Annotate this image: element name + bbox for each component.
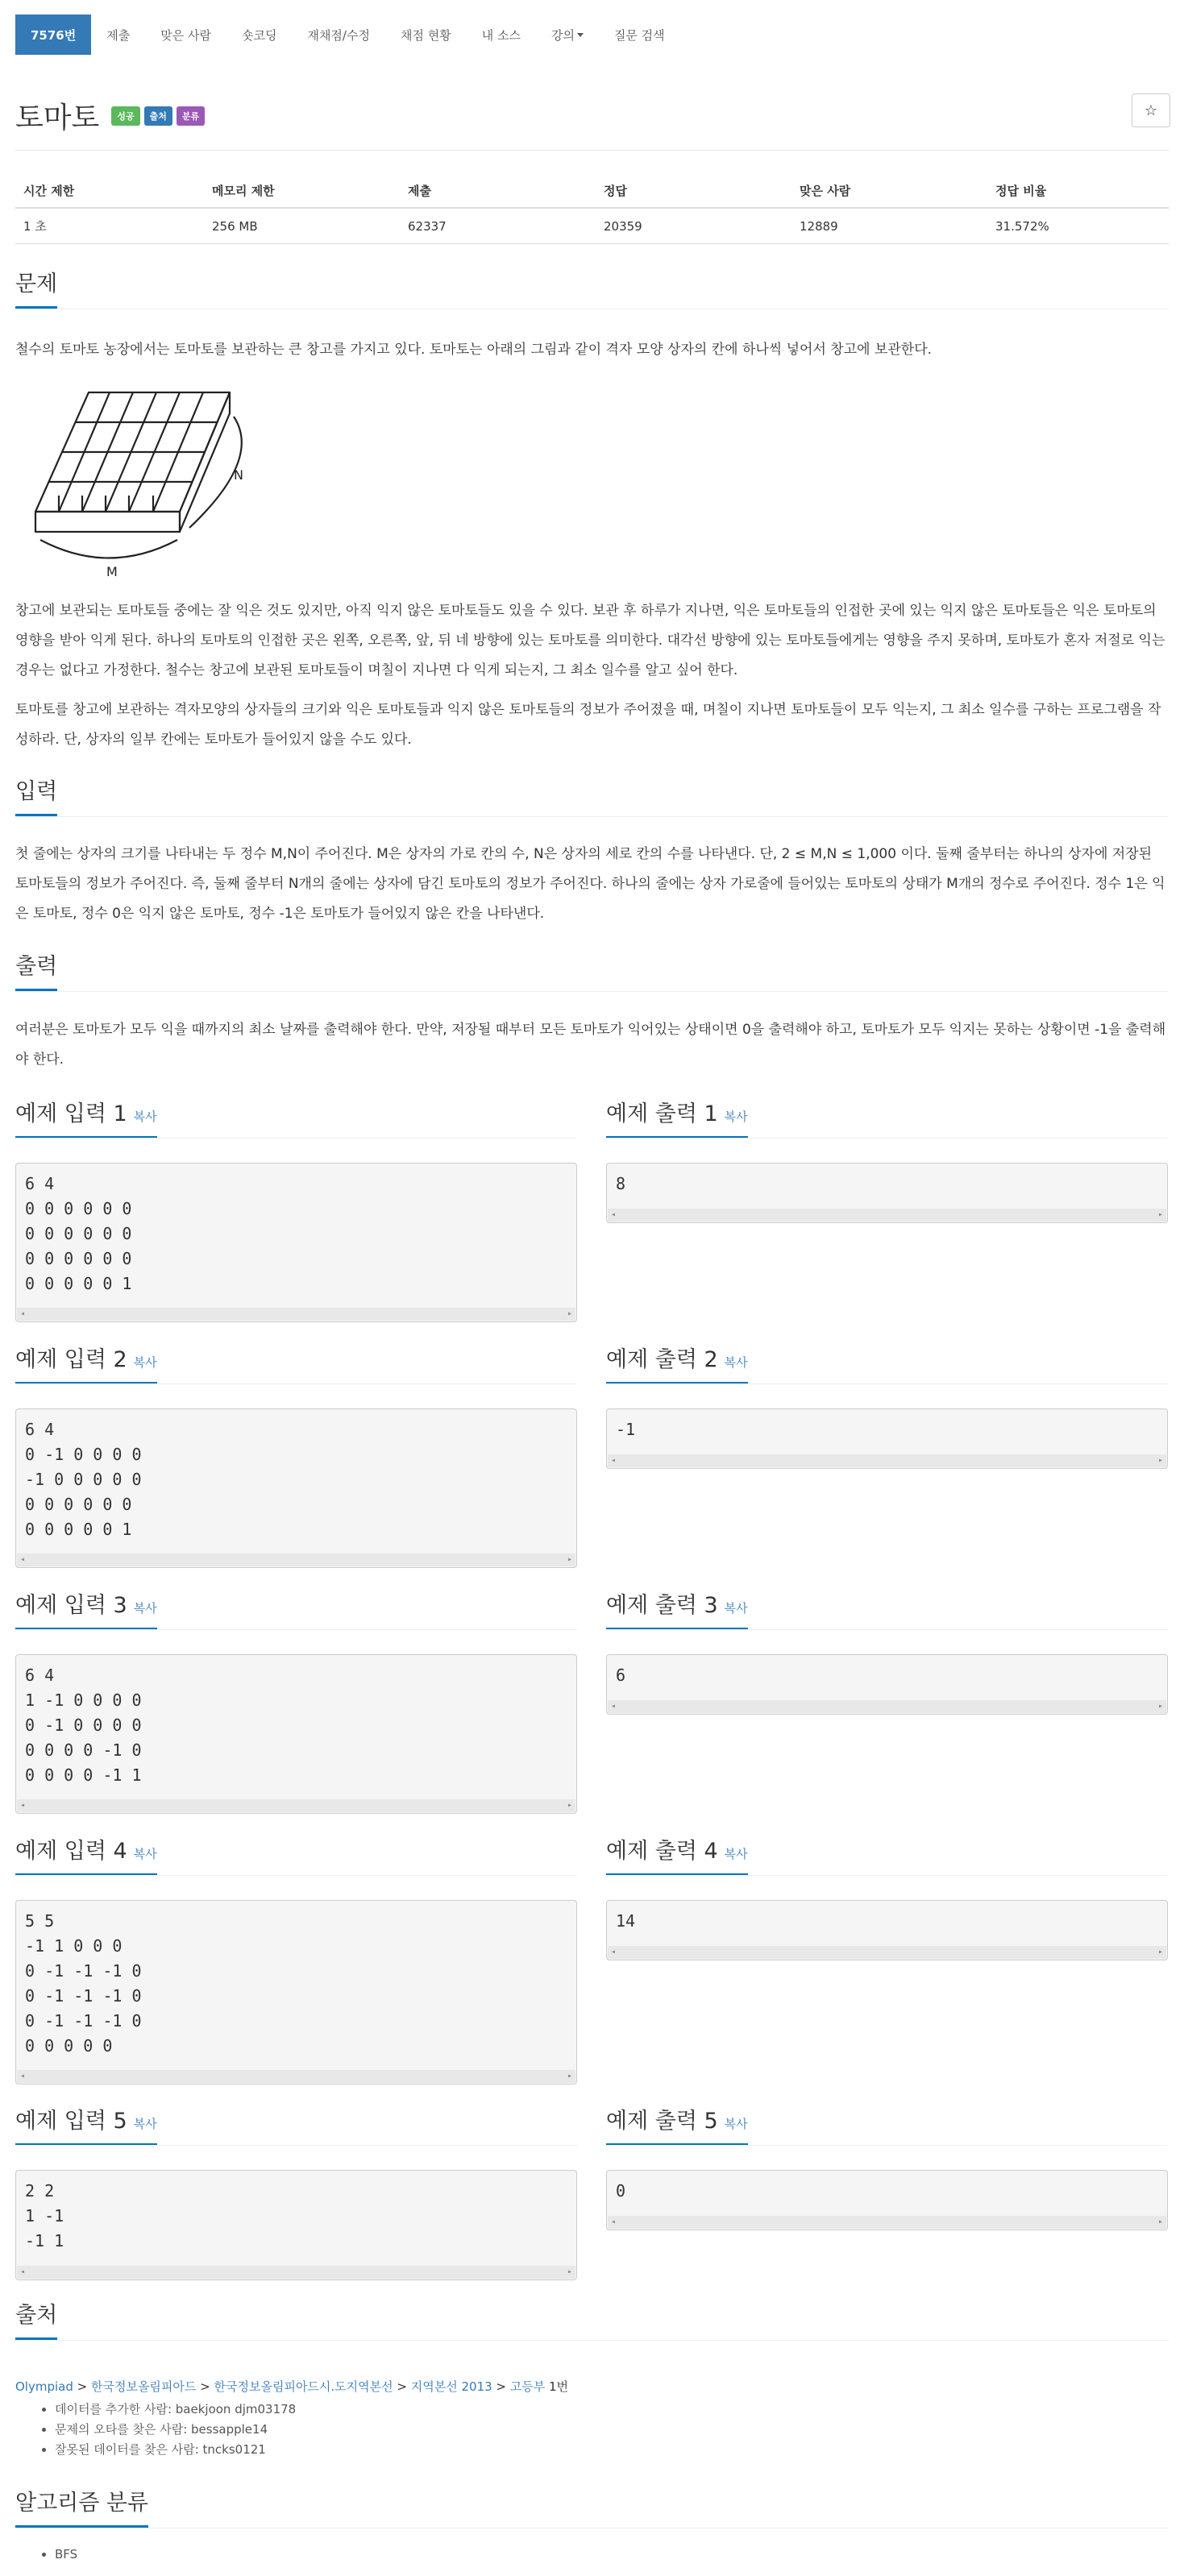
nav-my-source[interactable]: 내 소스 (481, 27, 521, 43)
copy-sample-output-3-button[interactable]: 복사 (724, 1601, 748, 1616)
section-output-divider (15, 991, 1169, 992)
tomato-box-figure (32, 383, 258, 580)
horizontal-scrollbar[interactable] (608, 1454, 1166, 1467)
sample-output-5-divider (606, 2145, 1168, 2146)
header-memory-limit: 메모리 제한 (204, 174, 400, 208)
algorithm-list (55, 2545, 77, 2565)
caret-down-icon (577, 33, 584, 37)
output-description: 여러분은 토마토가 모두 익을 때까지의 최소 날짜를 출력해야 한다. 만약, 저장될 때부터 모든 토마토가 익어있는 상태이면 0을 출력해야 하고, 토마토가 모두 익지는 못하는 상황이면 -1을 출력해야 한다. (15, 1022, 1166, 1068)
section-input-divider (15, 816, 1169, 817)
star-icon: ☆ (1144, 102, 1158, 119)
sample-input-3-code[interactable]: 6 4 1 -1 0 0 0 0 0 -1 0 0 0 0 0 0 0 0 -1 0 0 0 0 0 -1 1 ◂ ▸ (15, 1654, 577, 1814)
meta-data-added-by: • 데이터를 추가한 사람: baekjoon djm03178 (55, 2400, 296, 2420)
sample-output-2-divider (606, 1383, 1168, 1384)
copy-sample-input-3-button[interactable]: 복사 (133, 1601, 157, 1616)
section-source-divider (15, 2340, 1169, 2341)
sample-output-3-heading: 예제 출력 3 복사 (606, 1594, 748, 1630)
sample-input-1-code[interactable]: 6 4 0 0 0 0 0 0 0 0 0 0 0 0 0 0 0 0 0 0 0 0 0 0 0 1 ◂ ▸ (15, 1163, 577, 1322)
horizontal-scrollbar[interactable] (608, 1946, 1166, 1959)
copy-sample-output-4-button[interactable]: 복사 (724, 1847, 748, 1861)
horizontal-scrollbar[interactable] (17, 1799, 575, 1812)
problem-description-1: 철수의 토마토 농장에서는 토마토를 보관하는 큰 창고를 가지고 있다. 토마토는 아래의 그림과 같이 격자 모양 상자의 칸에 하나씩 넣어서 창고에 보관한다. (15, 342, 933, 358)
sample-input-2-divider (15, 1383, 577, 1384)
problem-description-3: 토마토를 창고에 보관하는 격자모양의 상자들의 크기와 익은 토마토들과 익지 않은 토마토들의 정보가 주어졌을 때, 며칠이 지나면 토마토들이 모두 익는지, 그 최소 일수를 구하는 프로그램을 작성하라. 단, 상자의 일부 칸에는 토마토가 들어있지 않을 수도 있다. (15, 702, 1161, 748)
header-time-limit: 시간 제한 (15, 174, 204, 208)
section-problem-heading: 문제 (15, 272, 57, 309)
sample-output-3-code[interactable]: 6 ◂ ▸ (606, 1654, 1168, 1715)
source-breadcrumb: Olympiad > 한국정보올림피아드 > 한국정보올림피아드시.도지역본선 > 지역본선 2013 > 고등부 1번 (15, 2379, 569, 2394)
sample-output-5-code[interactable]: 0 ◂ ▸ (606, 2170, 1168, 2230)
value-accepted-users: 12889 (791, 208, 987, 244)
copy-sample-input-1-button[interactable]: 복사 (133, 1110, 157, 1124)
figure-label-n: N (234, 467, 243, 483)
sample-output-3-divider (606, 1629, 1168, 1630)
sample-output-1-heading: 예제 출력 1 복사 (606, 1102, 748, 1139)
header-submissions: 제출 (400, 174, 596, 208)
copy-sample-output-5-button[interactable]: 복사 (724, 2117, 748, 2131)
value-time-limit: 1 초 (15, 208, 204, 244)
nav-problem-number[interactable]: 7576번 (15, 15, 91, 55)
sample-input-2-heading: 예제 입력 2 복사 (15, 1348, 157, 1384)
horizontal-scrollbar[interactable] (608, 1209, 1166, 1222)
value-submissions: 62337 (400, 208, 596, 244)
header-accepted-users: 맞은 사람 (791, 174, 987, 208)
badge-category[interactable]: 분류 (177, 106, 205, 126)
horizontal-scrollbar[interactable] (608, 2216, 1166, 2229)
section-algorithm-heading: 알고리즘 분류 (15, 2491, 148, 2528)
title-divider (15, 150, 1169, 151)
sample-input-1-heading: 예제 입력 1 복사 (15, 1102, 157, 1139)
sample-output-2-heading: 예제 출력 2 복사 (606, 1348, 748, 1384)
horizontal-scrollbar[interactable] (17, 2266, 575, 2279)
copy-sample-input-4-button[interactable]: 복사 (133, 1847, 157, 1861)
horizontal-scrollbar[interactable] (608, 1700, 1166, 1713)
copy-sample-output-2-button[interactable]: 복사 (724, 1355, 748, 1370)
sample-input-5-divider (15, 2145, 577, 2146)
copy-sample-input-5-button[interactable]: 복사 (133, 2117, 157, 2131)
problem-nav (15, 15, 680, 55)
horizontal-scrollbar[interactable] (17, 1308, 575, 1321)
sample-input-5-code[interactable]: 2 2 1 -1 -1 1 ◂ ▸ (15, 2170, 577, 2280)
copy-sample-output-1-button[interactable]: 복사 (724, 1110, 748, 1124)
info-header-row (15, 174, 1169, 208)
sample-input-4-code[interactable]: 5 5 -1 1 0 0 0 0 -1 -1 -1 0 0 -1 -1 -1 0 0 -1 -1 -1 0 0 0 0 0 0 ◂ ▸ (15, 1900, 577, 2084)
source-link-olympiad[interactable]: Olympiad (15, 2379, 73, 2394)
page-title: 토마토 (15, 102, 100, 135)
sample-input-3-heading: 예제 입력 3 복사 (15, 1594, 157, 1630)
sample-input-3-divider (15, 1629, 577, 1630)
badge-success[interactable]: 성공 (111, 106, 139, 126)
section-source-heading: 출처 (15, 2304, 57, 2340)
sample-output-1-divider (606, 1138, 1168, 1139)
source-link-koi-regional[interactable]: 한국정보올림피아드시.도지역본선 (214, 2379, 393, 2394)
source-link-high-school[interactable]: 고등부 (509, 2379, 546, 2394)
nav-short-coding[interactable]: 숏코딩 (241, 27, 277, 43)
sample-output-5-heading: 예제 출력 5 복사 (606, 2109, 748, 2146)
header-accepted: 정답 (596, 174, 791, 208)
source-link-regional-2013[interactable]: 지역본선 2013 (410, 2379, 492, 2394)
header-accept-ratio: 정답 비율 (987, 174, 1169, 208)
algorithm-tag-bfs[interactable]: • BFS (55, 2545, 77, 2565)
badge-source[interactable]: 출처 (144, 106, 172, 126)
sample-input-1-divider (15, 1138, 577, 1139)
favorite-star-button[interactable] (1132, 93, 1170, 127)
sample-input-4-heading: 예제 입력 4 복사 (15, 1840, 157, 1876)
sample-output-4-heading: 예제 출력 4 복사 (606, 1840, 748, 1876)
sample-output-2-code[interactable]: -1 ◂ ▸ (606, 1408, 1168, 1469)
nav-submit[interactable]: 제출 (106, 27, 131, 43)
sample-input-2-code[interactable]: 6 4 0 -1 0 0 0 0 -1 0 0 0 0 0 0 0 0 0 0 0 0 0 0 0 0 1 ◂ ▸ (15, 1408, 577, 1568)
sample-input-5-heading: 예제 입력 5 복사 (15, 2109, 157, 2146)
figure-label-m: M (106, 564, 118, 579)
meta-wrong-data-found-by: • 잘못된 데이터를 찾은 사람: tncks0121 (55, 2440, 296, 2460)
info-value-row (15, 208, 1169, 244)
section-output-heading: 출력 (15, 955, 57, 991)
nav-accepted-users[interactable]: 맞은 사람 (160, 27, 211, 43)
nav-lecture-dropdown[interactable]: 강의 (536, 15, 599, 55)
nav-rejudge[interactable]: 재채점/수정 (307, 27, 370, 43)
title-row (15, 95, 205, 136)
nav-status[interactable]: 채점 현황 (400, 27, 451, 43)
nav-question-search[interactable]: 질문 검색 (613, 27, 665, 43)
sample-output-4-divider (606, 1875, 1168, 1876)
copy-sample-input-2-button[interactable]: 복사 (133, 1355, 157, 1370)
problem-description-2: 창고에 보관되는 토마토들 중에는 잘 익은 것도 있지만, 아직 익지 않은 토마토들도 있을 수 있다. 보관 후 하루가 지나면, 익은 토마토들의 인접한 곳에 있는 익지 않은 토마토들은 익은 토마토의 영향을 받아 익게 된다. 하나의 토마토의 인접한 곳은 왼쪽, 오른쪽, 앞, 뒤 네 방향에 있는 토마토를 의미한다. 대각선 방향에 있는 토마토들에게는 영향을 주지 못하며, 토마토가 혼자 저절로 익는 경우는 없다고 가정한다. 철수는 창고에 보관된 토마토들이 며칠이 지나면 다 익게 되는지, 그 최소 일수를 알고 싶어 한다. (15, 603, 1165, 678)
sample-output-4-code[interactable]: 14 ◂ ▸ (606, 1900, 1168, 1960)
section-input-heading: 입력 (15, 780, 57, 816)
problem-info-table (15, 174, 1169, 244)
value-accept-ratio: 31.572% (987, 208, 1169, 244)
meta-typo-found-by: • 문제의 오타를 찾은 사람: bessapple14 (55, 2420, 296, 2440)
source-link-koi[interactable]: 한국정보올림피아드 (90, 2379, 197, 2394)
sample-input-4-divider (15, 1875, 577, 1876)
value-memory-limit: 256 MB (204, 208, 400, 244)
horizontal-scrollbar[interactable] (17, 1553, 575, 1566)
value-accepted: 20359 (596, 208, 791, 244)
horizontal-scrollbar[interactable] (17, 2070, 575, 2083)
sample-output-1-code[interactable]: 8 ◂ ▸ (606, 1163, 1168, 1223)
input-description: 첫 줄에는 상자의 크기를 나타내는 두 정수 M,N이 주어진다. M은 상자의 가로 칸의 수, N은 상자의 세로 칸의 수를 나타낸다. 단, 2 ≤ M,N ≤ 1,000 이다. 둘째 줄부터는 하나의 상자에 저장된 토마토들의 정보가 주어진다. 즉, 둘째 줄부터 N개의 줄에는 상자에 담긴 토마토의 정보가 주어진다. 하나의 줄에는 상자 가로줄에 들어있는 토마토의 상태가 M개의 정수로 주어진다. 정수 1은 익은 토마토, 정수 0은 익지 않은 토마토, 정수 -1은 토마토가 들어있지 않은 칸을 나타낸다. (15, 846, 1165, 922)
source-meta-list (55, 2400, 296, 2460)
